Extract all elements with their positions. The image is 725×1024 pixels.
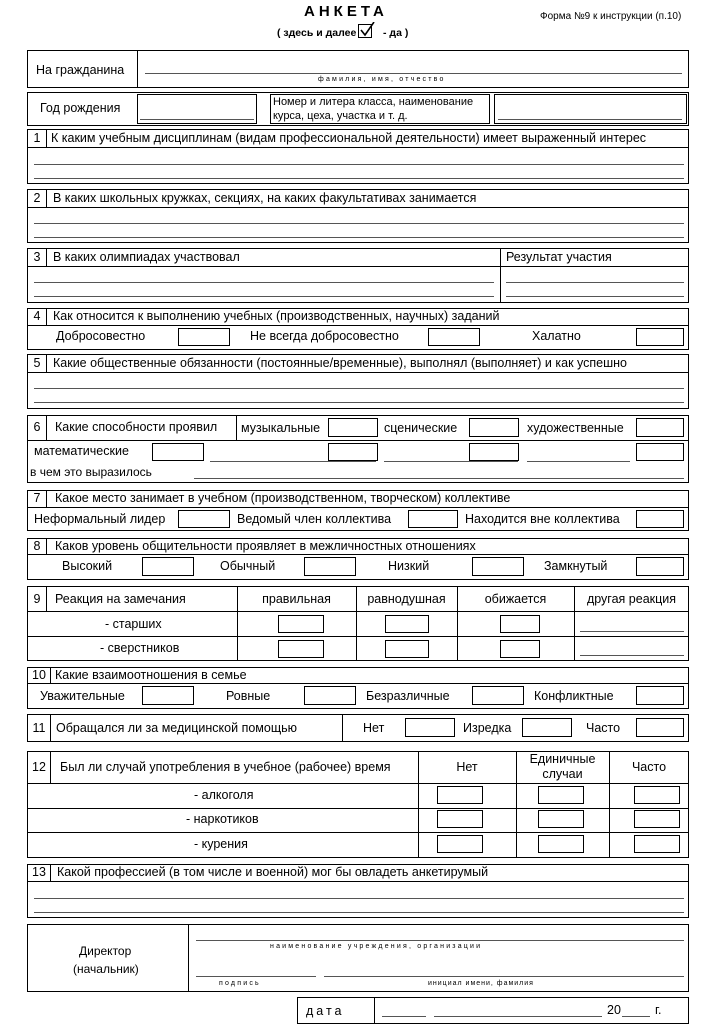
q2-number: 2: [33, 191, 41, 205]
q6-math-label: математические: [34, 444, 129, 458]
q12-row-label: - алкоголя: [194, 788, 254, 802]
q9-column-header: другая реакция: [586, 592, 677, 606]
q7-option-label: Ведомый член коллектива: [237, 512, 392, 526]
birth-year-label: Год рождения: [40, 101, 121, 115]
q1-answer-line[interactable]: [34, 178, 684, 179]
q10-option-checkbox[interactable]: [142, 686, 194, 705]
q7-option-checkbox[interactable]: [178, 510, 230, 528]
q8-question: Каков уровень общительности проявляет в межличностных отношениях: [55, 539, 476, 553]
q10-number: 10: [32, 668, 46, 682]
date-year-field[interactable]: [622, 1016, 650, 1017]
q6-other-line[interactable]: [527, 461, 630, 462]
q1-number: 1: [33, 131, 41, 145]
q12-question: Был ли случай употребления в учебное (рабочее) время: [60, 760, 391, 774]
q8-option-label: Замкнутый: [544, 559, 608, 573]
form-title: АНКЕТА: [304, 3, 388, 20]
q9-other-line[interactable]: [580, 631, 684, 632]
q12-column-no: Нет: [456, 760, 478, 774]
q6-math-checkbox[interactable]: [152, 443, 204, 461]
q9-number: 9: [33, 592, 41, 606]
q10-option-label: Конфликтные: [534, 689, 614, 703]
q10-option-checkbox[interactable]: [472, 686, 524, 705]
director-label-sub: (начальник): [73, 962, 139, 976]
q12-column-often: Часто: [631, 760, 667, 774]
q4-option-checkbox[interactable]: [428, 328, 480, 346]
q7-option-label: Неформальный лидер: [34, 512, 166, 526]
director-label: Директор: [79, 944, 132, 958]
q7-question: Какое место занимает в учебном (производственном, творческом) коллективе: [55, 491, 511, 505]
q11-option-label: Часто: [586, 721, 621, 735]
q12-number: 12: [32, 760, 46, 774]
q9-checkbox[interactable]: [500, 615, 540, 633]
citizen-label: На гражданина: [36, 63, 125, 77]
q8-option-label: Высокий: [62, 559, 113, 573]
q10-option-label: Безразличные: [366, 689, 450, 703]
q6-number: 6: [33, 420, 41, 434]
q6-option-checkbox[interactable]: [636, 418, 684, 437]
q4-option-checkbox[interactable]: [636, 328, 684, 346]
q11-option-checkbox[interactable]: [522, 718, 572, 737]
citizen-caption: фамилия, имя, отчество: [318, 76, 446, 83]
q5-question: Какие общественные обязанности (постоянные/временные), выполнял (выполняет) и как успешно: [53, 356, 627, 370]
q13-question: Какой профессией (в том числе и военной) мог бы овладеть анкетирумый: [57, 865, 489, 879]
date-label: дата: [306, 1004, 345, 1018]
date-year-suffix: г.: [655, 1003, 662, 1017]
q6-option-label: художественные: [527, 421, 624, 435]
q12-checkbox[interactable]: [437, 835, 483, 853]
q5-number: 5: [33, 356, 41, 370]
checkbox-check-icon: [358, 22, 376, 38]
q10-option-checkbox[interactable]: [636, 686, 684, 705]
q4-option-label: Не всегда добросовестно: [250, 329, 399, 343]
q12-row-label: - курения: [194, 837, 248, 851]
date-year-prefix: 20: [607, 1003, 621, 1017]
q13-answer-line[interactable]: [34, 898, 684, 899]
q10-question: Какие взаимоотношения в семье: [55, 668, 247, 682]
q11-option-label: Изредка: [463, 721, 512, 735]
q12-checkbox[interactable]: [437, 810, 483, 828]
q4-option-label: Халатно: [532, 329, 581, 343]
q5-answer-line[interactable]: [34, 402, 684, 403]
director-signature-field[interactable]: [196, 976, 316, 977]
q13-number: 13: [32, 865, 46, 879]
q8-number: 8: [33, 539, 41, 553]
date-day-field[interactable]: [382, 1016, 426, 1017]
q7-number: 7: [33, 491, 41, 505]
q3-result-line[interactable]: [506, 282, 684, 283]
q12-checkbox[interactable]: [538, 835, 584, 853]
q6-option-checkbox[interactable]: [469, 418, 519, 437]
q11-option-checkbox[interactable]: [636, 718, 684, 737]
date-field-box[interactable]: [374, 997, 689, 1024]
q3-result-header: Результат участия: [506, 250, 612, 264]
q3-answer-line[interactable]: [34, 282, 494, 283]
citizen-name-field[interactable]: [145, 73, 682, 74]
q11-option-label: Нет: [363, 721, 385, 735]
q12-checkbox[interactable]: [634, 786, 680, 804]
q12-checkbox[interactable]: [634, 835, 680, 853]
q12-checkbox[interactable]: [538, 786, 584, 804]
q9-checkbox[interactable]: [385, 640, 429, 658]
q11-question: Обращался ли за медицинской помощью: [56, 721, 298, 735]
q6-other-line[interactable]: [384, 461, 518, 462]
q2-question: В каких школьных кружках, секциях, на каких факультативах занимается: [53, 191, 477, 205]
q9-row-label: - старших: [105, 617, 162, 631]
q4-option-label: Добросовестно: [56, 329, 146, 343]
q3-result-line[interactable]: [506, 296, 684, 297]
class-label-line1: Номер и литера класса, наименование: [273, 96, 474, 108]
q6-expressed-label: в чем это выразилось: [30, 465, 152, 479]
q9-other-line[interactable]: [580, 655, 684, 656]
form-subtitle-end: - да ): [383, 27, 409, 39]
q6-other-checkbox[interactable]: [328, 443, 378, 461]
form-reference: Форма №9 к инструкции (п.10): [540, 11, 682, 22]
q13-answer-line[interactable]: [34, 912, 684, 913]
q2-answer-line[interactable]: [34, 223, 684, 224]
q1-question: К каким учебным дисциплинам (видам профессиональной деятельности) имеет выраженный интерес: [51, 131, 647, 145]
q11-option-checkbox[interactable]: [405, 718, 455, 737]
q12-row-label: - наркотиков: [186, 812, 259, 826]
q12-checkbox[interactable]: [437, 786, 483, 804]
q4-option-checkbox[interactable]: [178, 328, 230, 346]
q9-checkbox[interactable]: [278, 640, 324, 658]
q6-option-label: сценические: [384, 421, 458, 435]
q6-question: Какие способности проявил: [55, 420, 218, 434]
q9-checkbox[interactable]: [500, 640, 540, 658]
q3-number: 3: [33, 250, 41, 264]
q6-other-checkbox[interactable]: [636, 443, 684, 461]
q9-checkbox[interactable]: [385, 615, 429, 633]
q3-question: В каких олимпиадах участвовал: [53, 250, 240, 264]
q9-column-header: обижается: [484, 592, 547, 606]
q10-option-label: Уважительные: [40, 689, 125, 703]
q12-checkbox[interactable]: [538, 810, 584, 828]
q8-option-label: Низкий: [388, 559, 430, 573]
q6-option-label: музыкальные: [241, 421, 321, 435]
q4-number: 4: [33, 309, 41, 323]
q12-checkbox[interactable]: [634, 810, 680, 828]
q9-column-header: правильная: [262, 592, 331, 606]
director-org-caption: наименование учреждения, организации: [270, 943, 483, 950]
q4-question: Как относится к выполнению учебных (производственных, научных) заданий: [53, 309, 500, 323]
q6-other-line[interactable]: [210, 461, 376, 462]
q12-column-single-line2: случаи: [542, 767, 583, 781]
q8-option-checkbox[interactable]: [636, 557, 684, 576]
class-label-line2: курса, цеха, участка и т. д.: [273, 110, 408, 122]
q3-answer-line[interactable]: [34, 296, 494, 297]
q7-option-checkbox[interactable]: [636, 510, 684, 528]
q9-column-header: равнодушная: [367, 592, 446, 606]
q12-column-single-line1: Единичные: [529, 752, 596, 766]
q6-option-checkbox[interactable]: [328, 418, 378, 437]
q9-question: Реакция на замечания: [55, 592, 186, 606]
q9-row-label: - сверстников: [100, 641, 180, 655]
q11-number: 11: [32, 721, 46, 735]
q10-option-label: Ровные: [226, 689, 271, 703]
q6-expressed-line[interactable]: [194, 478, 684, 479]
q1-answer-line[interactable]: [34, 164, 684, 165]
director-sign-caption: подпись: [219, 980, 261, 987]
q7-option-checkbox[interactable]: [408, 510, 458, 528]
form-subtitle-start: ( здесь и далее: [277, 27, 357, 39]
q10-option-checkbox[interactable]: [304, 686, 356, 705]
q8-option-checkbox[interactable]: [304, 557, 356, 576]
q6-other-checkbox[interactable]: [469, 443, 519, 461]
q8-option-checkbox[interactable]: [142, 557, 194, 576]
date-month-field[interactable]: [434, 1016, 602, 1017]
q7-option-label: Находится вне коллектива: [465, 512, 620, 526]
director-name-caption: инициал имени, фамилия: [428, 980, 534, 987]
director-org-field[interactable]: [196, 940, 684, 941]
q8-option-checkbox[interactable]: [472, 557, 524, 576]
director-name-field[interactable]: [324, 976, 684, 977]
q5-answer-line[interactable]: [34, 388, 684, 389]
q2-answer-line[interactable]: [34, 237, 684, 238]
q9-checkbox[interactable]: [278, 615, 324, 633]
q8-option-label: Обычный: [220, 559, 276, 573]
